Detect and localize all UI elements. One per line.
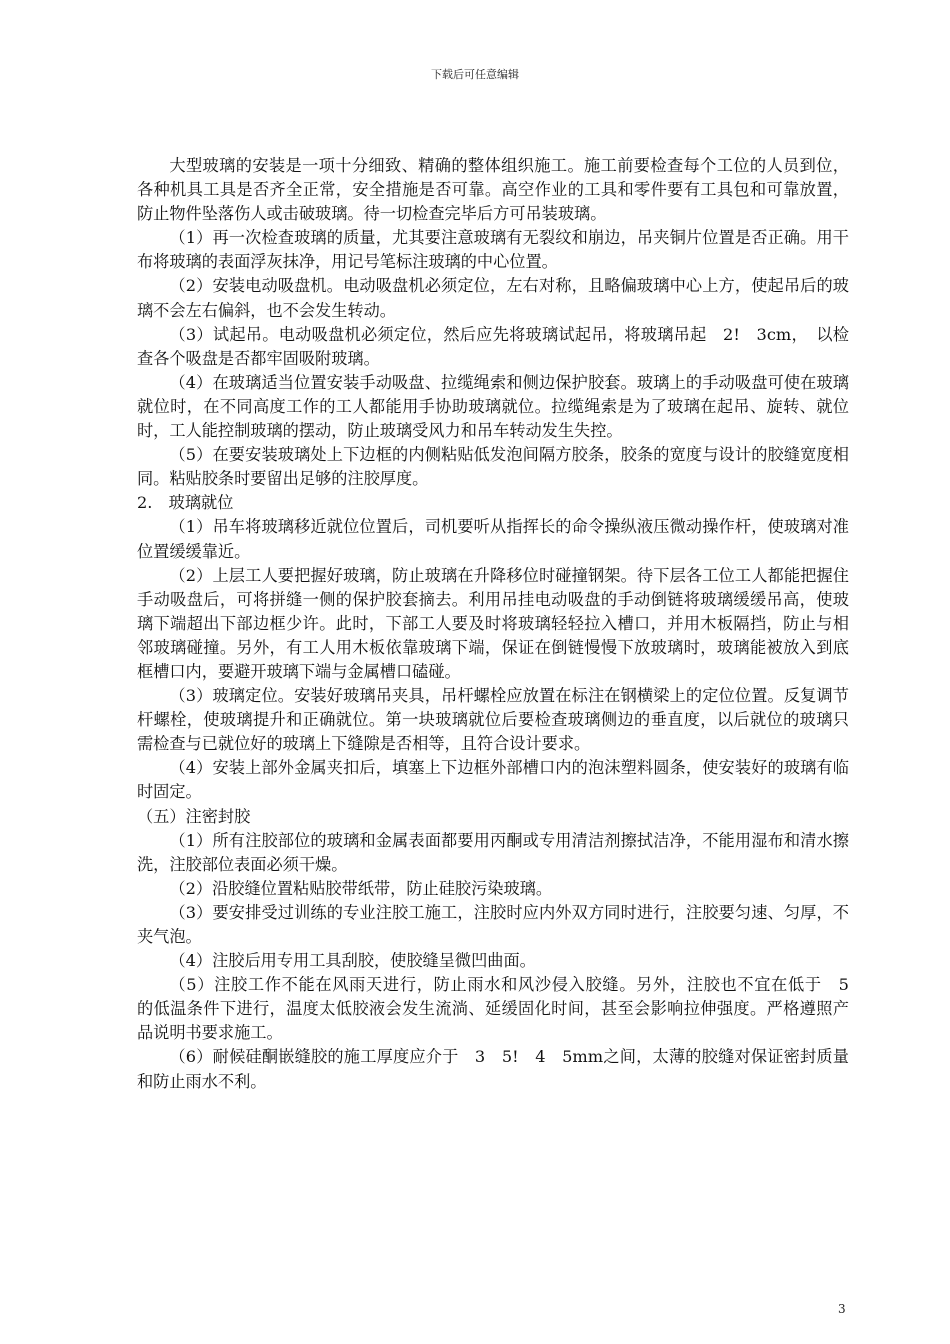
paragraph-intro: 大型玻璃的安装是一项十分细致、精确的整体组织施工。施工前要检查每个工位的人员到位，各种机具工具是否齐全正常，安全措施是否可靠。高空作业的工具和零件要有工具包和可靠放置，防止物件坠落伤人或击破玻璃。待一切检查完毕后方可吊装玻璃。: [137, 156, 849, 224]
paragraph-positioning-3: （3）玻璃定位。安装好玻璃吊夹具，吊杆螺栓应放置在标注在钢横梁上的定位位置。反复调节杆螺栓，使玻璃提升和正确就位。第一块玻璃就位后要检查玻璃侧边的垂直度，以后就位的玻璃只需检查与已就位好的玻璃上下缝隙是否相等，且符合设计要求。: [137, 686, 849, 754]
section-heading-glass-positioning: 2. 玻璃就位: [137, 493, 234, 513]
paragraph-step-2: （2）安装电动吸盘机。电动吸盘机必须定位，左右对称，且略偏玻璃中心上方，使起吊后的玻璃不会左右偏斜，也不会发生转动。: [137, 276, 849, 320]
paragraph-positioning-2: （2）上层工人要把握好玻璃，防止玻璃在升降移位时碰撞钢架。待下层各工位工人都能把握住手动吸盘后，可将拼缝一侧的保护胶套摘去。利用吊挂电动吸盘的手动倒链将玻璃缓缓吊高，使玻璃下端超出下部边框少许。此时，下部工人要及时将玻璃轻轻拉入槽口，并用木板隔挡，防止与相邻玻璃碰撞。另外，有工人用木板依靠玻璃下端，保证在倒链慢慢下放玻璃时，玻璃能被放入到底框槽口内，要避开玻璃下端与金属槽口磕碰。: [137, 565, 849, 681]
page-header: 下载后可任意编辑: [431, 68, 519, 81]
paragraph-step-1: （1）再一次检查玻璃的质量，尤其要注意玻璃有无裂纹和崩边，吊夹铜片位置是否正确。用干布将玻璃的表面浮灰抹净，用记号笔标注玻璃的中心位置。: [137, 228, 849, 272]
paragraph-step-5: （5）在要安装玻璃处上下边框的内侧粘贴低发泡间隔方胶条，胶条的宽度与设计的胶缝宽度相同。粘贴胶条时要留出足够的注胶厚度。: [137, 445, 849, 489]
paragraph-step-4: （4）在玻璃适当位置安装手动吸盘、拉缆绳索和侧边保护胶套。玻璃上的手动吸盘可使在玻璃就位时，在不同高度工作的工人都能用手协助玻璃就位。拉缆绳索是为了玻璃在起吊、旋转、就位时，工人能控制玻璃的摆动，防止玻璃受风力和吊车转动发生失控。: [137, 372, 849, 441]
paragraph-sealant-1: （1）所有注胶部位的玻璃和金属表面都要用丙酮或专用清洁剂擦拭洁净，不能用湿布和清水擦洗，注胶部位表面必须干燥。: [137, 830, 849, 874]
section-heading-sealant: （五）注密封胶: [137, 806, 251, 826]
paragraph-positioning-1: （1）吊车将玻璃移近就位位置后，司机要听从指挥长的命令操纵液压微动操作杆，使玻璃对准位置缓缓靠近。: [137, 517, 849, 561]
paragraph-positioning-4: （4）安装上部外金属夹扣后，填塞上下边框外部槽口内的泡沫塑料圆条，使安装好的玻璃有临时固定。: [137, 758, 849, 802]
paragraph-sealant-5: （5）注胶工作不能在风雨天进行，防止雨水和风沙侵入胶缝。另外，注胶也不宜在低于 5 的低温条件下进行，温度太低胶液会发生流淌、延缓固化时间，甚至会影响拉伸强度。严格遵照产品说明书要求施工。: [137, 975, 866, 1043]
paragraph-sealant-3: （3）要安排受过训练的专业注胶工施工，注胶时应内外双方同时进行，注胶要匀速、匀厚，不夹气泡。: [137, 902, 849, 946]
paragraph-sealant-4: （4）注胶后用专用工具刮胶，使胶缝呈微凹曲面。: [169, 951, 536, 971]
paragraph-sealant-2: （2）沿胶缝位置粘贴胶带纸带，防止硅胶污染玻璃。: [169, 878, 553, 898]
paragraph-sealant-6: （6）耐候硅酮嵌缝胶的施工厚度应介于 3 5! 4 5mm之间，太薄的胶缝对保证密封质量和防止雨水不利。: [137, 1047, 849, 1091]
document-body: [137, 154, 866, 1094]
paragraph-step-3: （3）试起吊。电动吸盘机必须定位，然后应先将玻璃试起吊，将玻璃吊起 2! 3cm， 以检查各个吸盘是否都牢固吸附玻璃。: [137, 324, 849, 368]
page-number: 3: [838, 1302, 846, 1316]
